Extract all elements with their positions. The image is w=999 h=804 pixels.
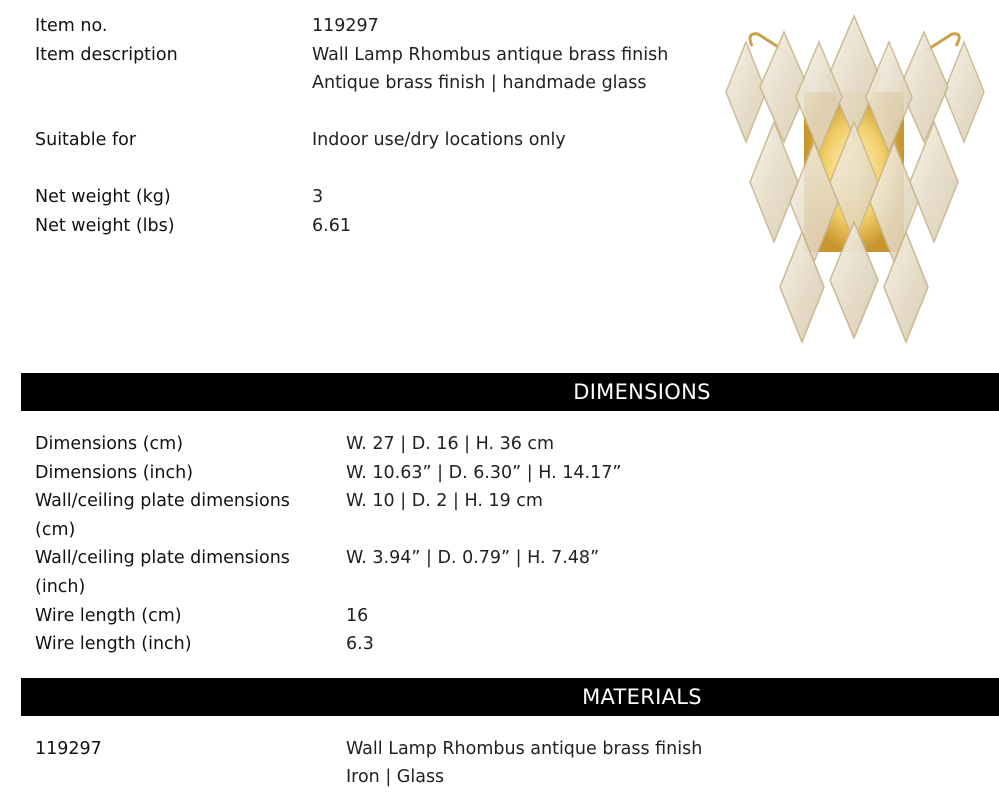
wire-length-inch-value: 6.3 [346,634,374,654]
plate-dimensions-inch-value: W. 3.94” | D. 0.79” | H. 7.48” [346,548,600,568]
materials-description: Wall Lamp Rhombus antique brass finish [346,739,703,759]
dimensions-inch-label: Dimensions (inch) [35,463,194,483]
item-description-label: Item description [35,45,178,65]
plate-dimensions-inch-label: Wall/ceiling plate dimensions [35,548,290,568]
plate-dimensions-inch-unit: (inch) [35,577,86,597]
item-description-value: Wall Lamp Rhombus antique brass finish [312,45,669,65]
dimensions-cm-label: Dimensions (cm) [35,434,184,454]
wire-length-cm-label: Wire length (cm) [35,606,182,626]
plate-dimensions-cm-unit: (cm) [35,520,76,540]
materials-header-band [21,678,999,716]
item-no-value: 119297 [312,16,379,36]
net-weight-lbs-value: 6.61 [312,216,351,236]
dimensions-cm-value: W. 27 | D. 16 | H. 36 cm [346,434,555,454]
suitable-for-value: Indoor use/dry locations only [312,130,566,150]
materials-title: MATERIALS [582,685,702,709]
wire-length-cm-value: 16 [346,606,369,626]
plate-dimensions-cm-label: Wall/ceiling plate dimensions [35,491,290,511]
net-weight-lbs-label: Net weight (lbs) [35,216,175,236]
dimensions-header-band [21,373,999,411]
materials-composition: Iron | Glass [346,767,445,787]
dimensions-title: DIMENSIONS [573,380,711,404]
net-weight-kg-label: Net weight (kg) [35,187,171,207]
suitable-for-label: Suitable for [35,130,137,150]
materials-item-no: 119297 [35,739,102,759]
net-weight-kg-value: 3 [312,187,324,207]
item-description-finish: Antique brass finish | handmade glass [312,73,647,93]
dimensions-inch-value: W. 10.63” | D. 6.30” | H. 14.17” [346,463,622,483]
wire-length-inch-label: Wire length (inch) [35,634,192,654]
item-no-label: Item no. [35,16,108,36]
plate-dimensions-cm-value: W. 10 | D. 2 | H. 19 cm [346,491,543,511]
wall-lamp-rhombus-photo [724,12,986,348]
